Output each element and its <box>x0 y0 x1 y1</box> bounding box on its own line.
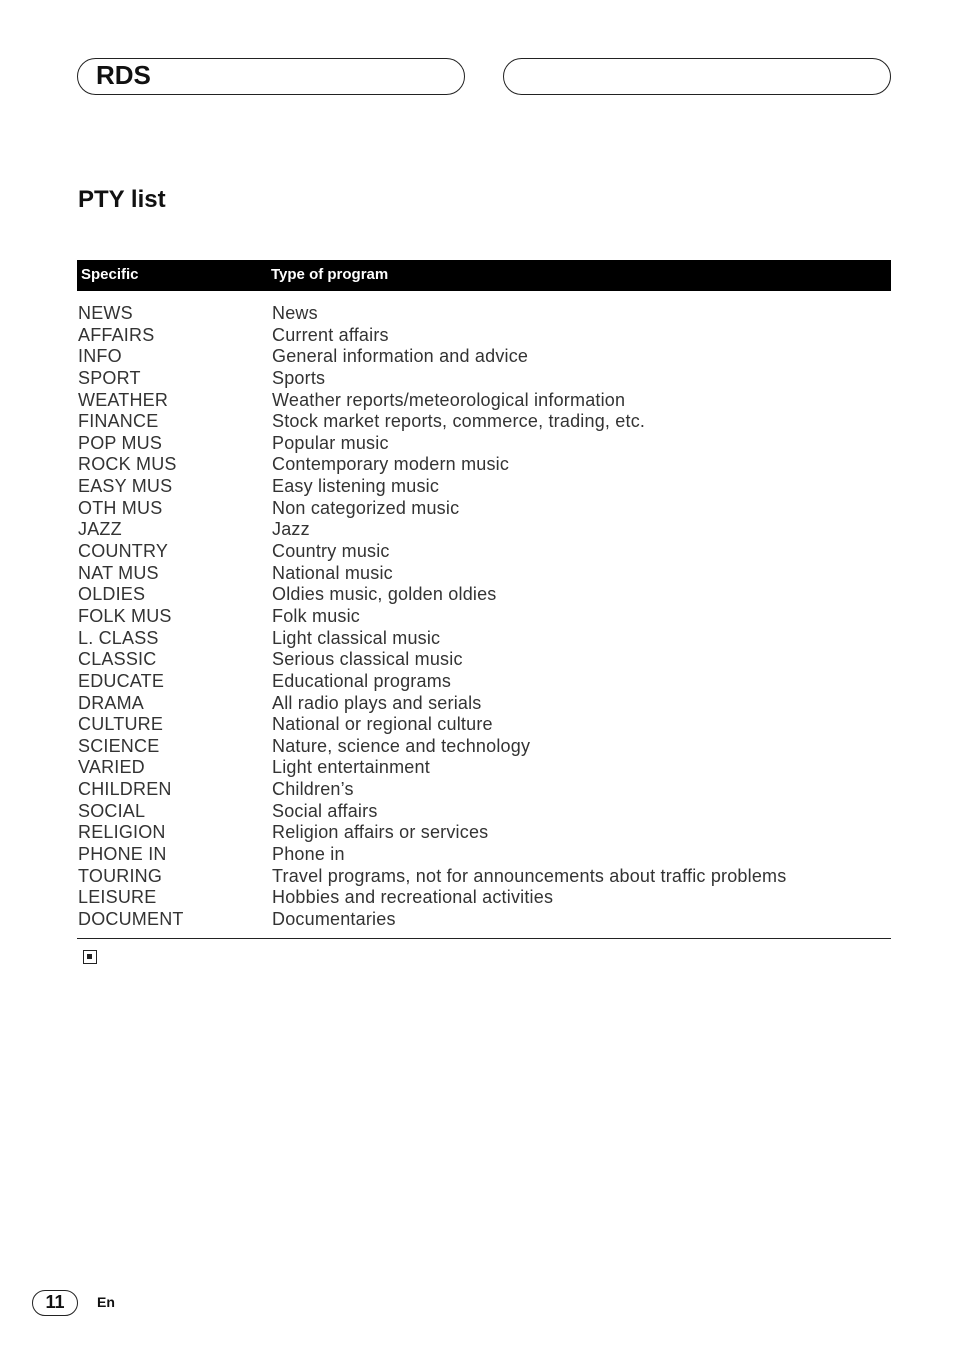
pty-code: INFO <box>78 346 122 367</box>
pty-code: DOCUMENT <box>78 908 184 929</box>
program-type: Light entertainment <box>272 757 430 778</box>
table-row <box>77 866 891 888</box>
program-type: National music <box>272 562 393 583</box>
column-header-specific: Specific <box>81 266 139 283</box>
table-row <box>77 606 891 628</box>
table-row <box>77 563 891 585</box>
program-type: Educational programs <box>272 670 452 691</box>
table-bottom-rule <box>77 938 891 939</box>
pty-code: PHONE IN <box>78 844 167 865</box>
table-row <box>77 779 891 801</box>
table-row <box>77 368 891 390</box>
table-row <box>77 757 891 779</box>
program-type: Documentaries <box>272 908 396 929</box>
language-label: En <box>97 1294 115 1310</box>
table-row <box>77 584 891 606</box>
pty-code: SPORT <box>78 367 141 388</box>
table-row <box>77 541 891 563</box>
program-type: Folk music <box>272 605 361 626</box>
pty-code: LEISURE <box>78 887 157 908</box>
program-type: National or regional culture <box>272 714 493 735</box>
table-row <box>77 411 891 433</box>
table-row <box>77 693 891 715</box>
pty-code: WEATHER <box>78 389 169 410</box>
pty-code: RELIGION <box>78 822 166 843</box>
subsection-tab <box>503 58 891 95</box>
program-type: Stock market reports, commerce, trading, etc. <box>272 411 646 432</box>
table-row <box>77 390 891 412</box>
pty-code: ROCK MUS <box>78 454 177 475</box>
table-row <box>77 476 891 498</box>
program-type: News <box>272 303 318 323</box>
program-type: Light classical music <box>272 627 441 648</box>
pty-code: CLASSIC <box>78 649 157 670</box>
program-type: Social affairs <box>272 800 378 821</box>
table-row <box>77 519 891 541</box>
table-row <box>77 736 891 758</box>
section-tab <box>77 58 465 95</box>
pty-code: CHILDREN <box>78 779 172 800</box>
end-of-section-icon <box>83 950 97 964</box>
table-row <box>77 303 891 325</box>
table-row <box>77 649 891 671</box>
pty-code: FOLK MUS <box>78 605 172 626</box>
pty-code: TOURING <box>78 865 163 886</box>
table-row <box>77 714 891 736</box>
table-row <box>77 346 891 368</box>
program-type: Travel programs, not for announcements about traffic problems <box>272 865 787 886</box>
page-number: 11 <box>32 1290 78 1316</box>
program-type: Hobbies and recreational activities <box>272 887 554 908</box>
program-type: Oldies music, golden oldies <box>272 584 497 605</box>
pty-code: SCIENCE <box>78 735 160 756</box>
pty-code: NAT MUS <box>78 562 159 583</box>
table-row <box>77 909 891 931</box>
pty-code: EDUCATE <box>78 670 165 691</box>
program-type: All radio plays and serials <box>272 692 482 713</box>
column-header-type: Type of program <box>271 266 389 283</box>
program-type: Current affairs <box>272 324 389 345</box>
pty-code: L. CLASS <box>78 627 159 648</box>
program-type: Country music <box>272 541 390 562</box>
program-type: Phone in <box>272 844 345 865</box>
table-row <box>77 628 891 650</box>
page-heading: PTY list <box>78 186 166 213</box>
program-type: Easy listening music <box>272 476 440 497</box>
program-type: Sports <box>272 367 326 388</box>
pty-code: NEWS <box>78 303 133 323</box>
table-row <box>77 454 891 476</box>
pty-code: FINANCE <box>78 411 159 432</box>
program-type: Serious classical music <box>272 649 463 670</box>
pty-code: CULTURE <box>78 714 164 735</box>
table-row <box>77 433 891 455</box>
program-type: Jazz <box>272 519 310 540</box>
table-row <box>77 325 891 347</box>
pty-table-body <box>77 303 891 931</box>
program-type: Popular music <box>272 432 389 453</box>
pty-code: JAZZ <box>78 519 122 540</box>
pty-code: AFFAIRS <box>78 324 155 345</box>
table-row <box>77 671 891 693</box>
program-type: Contemporary modern music <box>272 454 510 475</box>
table-row <box>77 887 891 909</box>
table-row <box>77 801 891 823</box>
pty-code: DRAMA <box>78 692 145 713</box>
section-title: RDS <box>96 60 151 90</box>
program-type: Children’s <box>272 779 354 800</box>
program-type: Non categorized music <box>272 497 460 518</box>
pty-code: COUNTRY <box>78 541 169 562</box>
pty-code: OLDIES <box>78 584 146 605</box>
pty-code: SOCIAL <box>78 800 146 821</box>
table-row <box>77 498 891 520</box>
program-type: General information and advice <box>272 346 529 367</box>
pty-code: POP MUS <box>78 432 163 453</box>
table-row <box>77 822 891 844</box>
pty-code: OTH MUS <box>78 497 163 518</box>
program-type: Nature, science and technology <box>272 735 531 756</box>
pty-code: VARIED <box>78 757 145 778</box>
table-header <box>77 260 891 291</box>
pty-code: EASY MUS <box>78 476 173 497</box>
program-type: Weather reports/meteorological information <box>272 389 626 410</box>
program-type: Religion affairs or services <box>272 822 489 843</box>
table-row <box>77 844 891 866</box>
